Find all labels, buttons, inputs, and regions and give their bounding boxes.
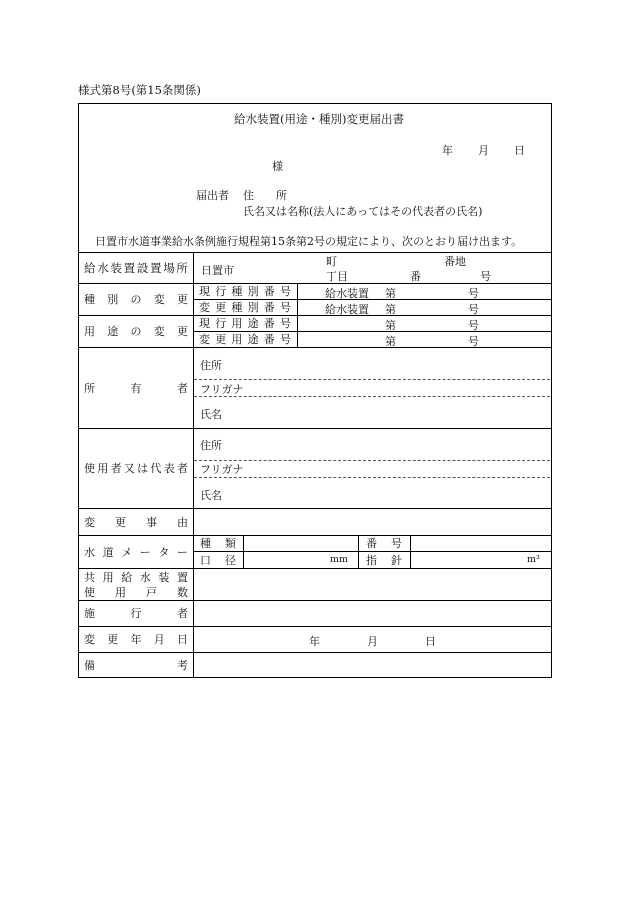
meter-number-label — [366, 536, 402, 550]
label-char: 置 — [176, 571, 188, 584]
label-char: 口 — [200, 554, 211, 567]
label-char: ー — [139, 546, 151, 559]
label-char: 考 — [177, 659, 188, 672]
location-banchi: 番地 — [444, 255, 466, 268]
date-year: 年 — [442, 144, 453, 157]
current-use-number-label — [199, 316, 291, 330]
label-char: 使 — [84, 586, 95, 599]
user-label — [84, 461, 188, 475]
label-char: 用 — [102, 571, 114, 584]
label-char: 用 — [231, 317, 243, 330]
dashed-separator — [194, 477, 550, 478]
label-char: 更 — [177, 325, 188, 338]
label-char: 事 — [146, 516, 157, 529]
location-chome: 丁目 — [326, 270, 348, 283]
location-go: 号 — [480, 270, 491, 283]
form-number: 様式第8号(第15条関係) — [78, 83, 201, 97]
row-line — [79, 347, 551, 348]
table-top-line — [79, 252, 551, 253]
label-char: 者 — [177, 607, 188, 620]
label-char: 更 — [115, 516, 126, 529]
label-char: 給 — [121, 571, 133, 584]
change-date-label — [84, 632, 188, 646]
label-char: 水 — [139, 571, 151, 584]
label-char: 用 — [97, 462, 109, 475]
label-char: 使 — [84, 462, 95, 475]
label-char: 所 — [176, 261, 188, 275]
label-char: 用 — [231, 333, 243, 346]
label-char: メ — [121, 546, 133, 559]
meter-m3-unit: m³ — [527, 554, 540, 565]
row-line — [79, 600, 551, 601]
location-cho: 町 — [326, 255, 337, 268]
label-char: 更 — [215, 301, 227, 314]
meter-reading-label — [366, 553, 402, 567]
label-char: ー — [176, 546, 188, 559]
meter-kind-label — [200, 536, 236, 550]
label-char: 種 — [231, 301, 243, 314]
label-char: の — [130, 325, 142, 338]
label-char: 針 — [391, 554, 402, 567]
label-char: 途 — [247, 333, 259, 346]
label-char: 者 — [110, 462, 122, 475]
label-char: 装 — [158, 571, 170, 584]
label-char: 備 — [84, 659, 95, 672]
label-char: 行 — [215, 317, 227, 330]
label-char: 変 — [153, 325, 165, 338]
label-char: 番 — [263, 301, 275, 314]
change-date-month: 月 — [367, 635, 378, 648]
current-type-go: 号 — [468, 287, 479, 300]
current-use-go: 号 — [468, 319, 479, 332]
label-char: 表 — [163, 462, 175, 475]
reason-label — [84, 515, 188, 529]
dashed-separator — [194, 379, 550, 380]
label-char: 者 — [177, 382, 188, 395]
label-char: 現 — [199, 317, 210, 330]
label-char: 設 — [136, 261, 149, 275]
label-char: 施 — [84, 607, 95, 620]
location-city: 日置市 — [201, 264, 234, 277]
label-char: 有 — [130, 382, 142, 395]
label-char: 用 — [84, 325, 95, 338]
current-type-number-label — [199, 284, 291, 298]
label-char: 現 — [199, 285, 210, 298]
label-char: 径 — [225, 554, 236, 567]
meter-bore-label — [200, 553, 236, 567]
label-char: 又 — [123, 462, 135, 475]
label-char: 戸 — [146, 586, 157, 599]
owner-label — [84, 381, 188, 395]
row-line — [79, 626, 551, 627]
current-use-dai: 第 — [385, 319, 396, 332]
notifier-label: 届出者 — [196, 189, 229, 202]
label-column-line — [193, 252, 194, 677]
changed-type-number-label — [199, 300, 291, 314]
label-char: 用 — [115, 586, 126, 599]
label-char: 変 — [199, 333, 210, 346]
label-char: 号 — [391, 537, 402, 550]
label-char: 更 — [177, 293, 188, 306]
location-ban: 番 — [410, 270, 421, 283]
label-char: 類 — [225, 537, 236, 550]
label-char: 代 — [150, 462, 162, 475]
remarks-label — [84, 658, 188, 672]
meter-mm-unit: mm — [330, 554, 349, 565]
label-char: 変 — [84, 516, 95, 529]
label-char: 共 — [84, 571, 95, 584]
changed-use-number-label — [199, 332, 291, 346]
label-char: 指 — [366, 554, 377, 567]
user-name-label: 氏名 — [200, 489, 222, 502]
column-line — [243, 535, 244, 568]
row-line — [79, 535, 551, 536]
label-char: 変 — [153, 293, 165, 306]
label-char: 水 — [97, 261, 109, 275]
dashed-separator — [194, 460, 550, 461]
row-line — [79, 508, 551, 509]
label-char: 日 — [177, 633, 188, 646]
label-char: の — [130, 293, 142, 306]
label-char: 番 — [263, 333, 275, 346]
label-char: 号 — [279, 317, 291, 330]
column-line — [358, 535, 359, 568]
type-change-label — [84, 292, 188, 306]
label-char: 更 — [215, 333, 227, 346]
form-title: 給水装置(用途・種別)変更届出書 — [234, 112, 404, 126]
label-char: 装 — [110, 261, 122, 275]
addressee-suffix: 様 — [272, 160, 283, 173]
column-line — [297, 283, 298, 347]
shared-households-label — [84, 585, 188, 599]
row-line — [79, 315, 551, 316]
label-char: 種 — [231, 285, 243, 298]
label-char: 置 — [150, 261, 162, 275]
changed-use-dai: 第 — [385, 335, 396, 348]
change-date-year: 年 — [309, 635, 320, 648]
label-char: 変 — [199, 301, 210, 314]
label-char: 途 — [107, 325, 119, 338]
user-furigana-label: フリガナ — [200, 463, 244, 476]
date-month: 月 — [478, 144, 489, 157]
label-char: 置 — [123, 261, 136, 275]
label-char: 更 — [107, 633, 119, 646]
location-label — [84, 261, 188, 275]
label-char: 所 — [84, 382, 95, 395]
label-char: 種 — [200, 537, 211, 550]
label-char: 行 — [215, 285, 227, 298]
label-char: 別 — [247, 285, 259, 298]
label-char: 号 — [279, 333, 291, 346]
label-char: 水 — [84, 546, 95, 559]
label-char: 月 — [153, 633, 165, 646]
label-char: 号 — [279, 301, 291, 314]
row-line — [79, 652, 551, 653]
current-type-device: 給水装置 — [325, 287, 369, 300]
changed-type-go: 号 — [468, 303, 479, 316]
shared-device-label — [84, 570, 188, 584]
label-char: 給 — [84, 261, 96, 275]
label-char: 別 — [247, 301, 259, 314]
changed-type-dai: 第 — [385, 303, 396, 316]
label-char: 号 — [279, 285, 291, 298]
user-address-label: 住所 — [200, 439, 222, 452]
changed-use-go: 号 — [468, 335, 479, 348]
label-char: は — [137, 462, 149, 475]
dashed-separator — [194, 396, 550, 397]
column-line — [410, 535, 411, 568]
statement: 日置市水道事業給水条例施行規程第15条第2号の規定により、次のとおり届け出ます。 — [95, 235, 523, 248]
label-char: 行 — [130, 607, 142, 620]
label-char: 変 — [84, 633, 95, 646]
owner-name-label: 氏名 — [200, 408, 222, 421]
owner-furigana-label: フリガナ — [200, 383, 244, 396]
label-char: 年 — [130, 633, 142, 646]
contractor-label — [84, 606, 188, 620]
label-char: 番 — [263, 285, 275, 298]
address-label: 住 所 — [243, 189, 287, 202]
label-char: 途 — [247, 317, 259, 330]
label-char: 道 — [102, 546, 114, 559]
changed-type-device: 給水装置 — [325, 303, 369, 316]
owner-address-label: 住所 — [200, 359, 222, 372]
meter-label — [84, 545, 188, 559]
label-char: 由 — [177, 516, 188, 529]
label-char: 数 — [177, 586, 188, 599]
row-line — [79, 428, 551, 429]
label-char: 別 — [107, 293, 119, 306]
change-date-day: 日 — [425, 635, 436, 648]
current-type-dai: 第 — [385, 287, 396, 300]
label-char: 者 — [176, 462, 188, 475]
label-char: 場 — [163, 261, 175, 275]
use-change-label — [84, 324, 188, 338]
label-char: 番 — [263, 317, 275, 330]
label-char: 種 — [84, 293, 95, 306]
label-char: タ — [158, 546, 170, 559]
date-day: 日 — [514, 144, 525, 157]
label-char: 番 — [366, 537, 377, 550]
name-label: 氏名又は名称(法人にあってはその代表者の氏名) — [243, 205, 483, 218]
